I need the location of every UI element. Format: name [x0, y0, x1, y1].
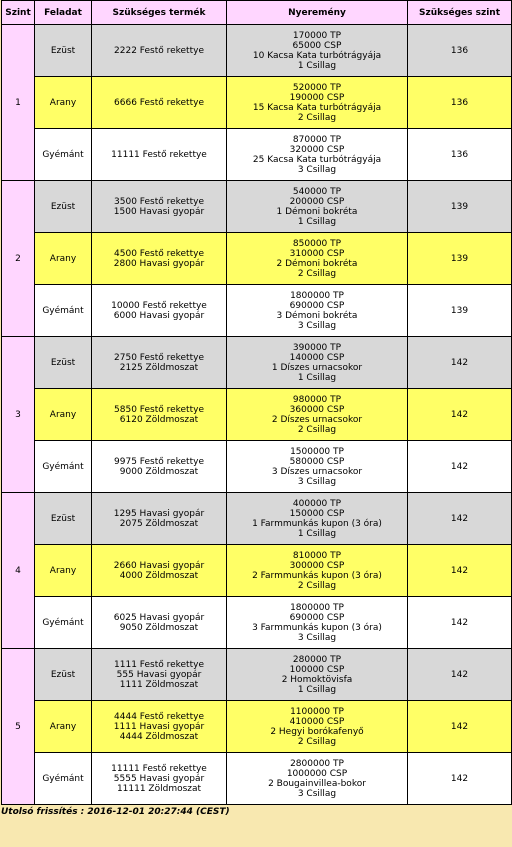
header-szint: Szint: [2, 1, 35, 25]
required-products-cell: [92, 337, 227, 389]
table-row: [2, 493, 512, 545]
reward-line: 65000 CSP: [292, 40, 342, 51]
required-products-cell: [92, 285, 227, 337]
required-product-line: 2222 Festő rekettye: [114, 45, 204, 56]
level-cell: 3: [2, 337, 35, 493]
required-level-cell: 136: [408, 25, 512, 77]
required-product-line: 3500 Festő rekettye: [114, 196, 204, 207]
reward-line: 3 Csillag: [297, 788, 337, 799]
reward-line: 3 Díszes urnacsokor: [271, 466, 363, 477]
reward-line: 1800000 TP: [290, 290, 344, 301]
required-products-cell: [92, 753, 227, 805]
reward-line: 810000 TP: [292, 550, 342, 561]
task-tier-cell: Arany: [35, 545, 92, 597]
reward-line: 3 Démoni bokréta: [276, 310, 358, 321]
reward-line: 2 Csillag: [297, 424, 337, 435]
reward-line: 200000 CSP: [289, 196, 345, 207]
rewards-cell: [227, 493, 408, 545]
required-product-line: 9050 Zöldmoszat: [119, 622, 199, 633]
reward-line: 1 Farmmunkás kupon (3 óra): [252, 518, 382, 529]
rewards-cell: [227, 181, 408, 233]
header-szukseges-termek: Szükséges termék: [92, 1, 227, 25]
required-product-line: 2800 Havasi gyopár: [113, 258, 205, 269]
task-tier-cell: Arany: [35, 233, 92, 285]
rewards-cell: [227, 389, 408, 441]
required-level-cell: 142: [408, 337, 512, 389]
required-product-line: 1111 Havasi gyopár: [113, 721, 205, 732]
reward-line: 15 Kacsa Kata turbótrágyája: [252, 102, 382, 113]
required-product-line: 555 Havasi gyopár: [116, 669, 202, 680]
required-level-cell: 142: [408, 701, 512, 753]
reward-line: 1 Csillag: [297, 216, 337, 227]
task-tier-cell: Gyémánt: [35, 285, 92, 337]
reward-line: 1 Díszes urnacsokor: [271, 362, 363, 373]
required-product-line: 1295 Havasi gyopár: [113, 508, 205, 519]
reward-line: 3 Csillag: [297, 164, 337, 175]
required-level-cell: 136: [408, 77, 512, 129]
table-row: [2, 441, 512, 493]
required-product-line: 4000 Zöldmoszat: [119, 570, 199, 581]
reward-line: 2 Csillag: [297, 736, 337, 747]
task-tier-cell: Ezüst: [35, 337, 92, 389]
required-products-cell: [92, 129, 227, 181]
table-row: [2, 233, 512, 285]
reward-line: 870000 TP: [292, 134, 342, 145]
task-tier-cell: Gyémánt: [35, 441, 92, 493]
required-product-line: 2075 Zöldmoszat: [119, 518, 199, 529]
required-products-cell: [92, 493, 227, 545]
reward-line: 1800000 TP: [290, 602, 344, 613]
header-feladat: Feladat: [35, 1, 92, 25]
table-row: [2, 649, 512, 701]
required-products-cell: [92, 649, 227, 701]
required-level-cell: 139: [408, 285, 512, 337]
reward-line: 520000 TP: [292, 82, 342, 93]
reward-line: 1 Csillag: [297, 684, 337, 695]
level-cell: 5: [2, 649, 35, 805]
required-product-line: 4444 Zöldmoszat: [119, 731, 199, 742]
last-updated: Utolsó frissítés : 2016-12-01 20:27:44 (CEST): [1, 807, 230, 817]
required-level-cell: 142: [408, 649, 512, 701]
reward-line: 360000 CSP: [289, 404, 345, 415]
reward-line: 150000 CSP: [289, 508, 345, 519]
required-level-cell: 142: [408, 753, 512, 805]
required-level-cell: 142: [408, 545, 512, 597]
required-product-line: 5850 Festő rekettye: [114, 404, 204, 415]
reward-line: 690000 CSP: [289, 612, 345, 623]
task-tier-cell: Gyémánt: [35, 129, 92, 181]
required-products-cell: [92, 597, 227, 649]
rewards-cell: [227, 129, 408, 181]
required-products-cell: [92, 181, 227, 233]
reward-line: 410000 CSP: [289, 716, 345, 727]
required-product-line: 2660 Havasi gyopár: [113, 560, 205, 571]
reward-line: 1 Csillag: [297, 528, 337, 539]
required-products-cell: [92, 701, 227, 753]
required-product-line: 11111 Festő rekettye: [111, 149, 207, 160]
reward-line: 690000 CSP: [289, 300, 345, 311]
reward-line: 540000 TP: [292, 186, 342, 197]
reward-line: 2 Csillag: [297, 268, 337, 279]
rewards-cell: [227, 233, 408, 285]
table-row: [2, 337, 512, 389]
required-product-line: 1500 Havasi gyopár: [113, 206, 205, 217]
required-products-cell: [92, 233, 227, 285]
rewards-cell: [227, 753, 408, 805]
task-tier-cell: Gyémánt: [35, 597, 92, 649]
reward-line: 2 Hegyi borókafenyő: [270, 726, 364, 737]
required-product-line: 10000 Festő rekettye: [111, 300, 207, 311]
reward-line: 320000 CSP: [289, 144, 345, 155]
table-row: [2, 753, 512, 805]
reward-line: 1 Démoni bokréta: [276, 206, 358, 217]
reward-line: 2 Farmmunkás kupon (3 óra): [252, 570, 382, 581]
reward-line: 1500000 TP: [290, 446, 344, 457]
reward-line: 10 Kacsa Kata turbótrágyája: [252, 50, 382, 61]
reward-line: 170000 TP: [292, 30, 342, 41]
task-tier-cell: Arany: [35, 77, 92, 129]
required-product-line: 6666 Festő rekettye: [114, 97, 204, 108]
required-product-line: 9000 Zöldmoszat: [119, 466, 199, 477]
table-row: [2, 129, 512, 181]
task-tier-cell: Arany: [35, 389, 92, 441]
reward-line: 140000 CSP: [289, 352, 345, 363]
reward-line: 280000 TP: [292, 654, 342, 665]
reward-line: 190000 CSP: [289, 92, 345, 103]
required-product-line: 1111 Zöldmoszat: [119, 679, 199, 690]
required-products-cell: [92, 25, 227, 77]
reward-line: 3 Csillag: [297, 476, 337, 487]
required-level-cell: 142: [408, 441, 512, 493]
header-row: [2, 1, 512, 25]
table-body: [2, 25, 512, 805]
reward-line: 2 Díszes urnacsokor: [271, 414, 363, 425]
reward-line: 2 Homoktövisfa: [281, 674, 353, 685]
rewards-cell: [227, 285, 408, 337]
required-level-cell: 142: [408, 597, 512, 649]
required-product-line: 11111 Zöldmoszat: [116, 783, 202, 794]
reward-line: 400000 TP: [292, 498, 342, 509]
rewards-cell: [227, 545, 408, 597]
task-tier-cell: Ezüst: [35, 649, 92, 701]
reward-line: 300000 CSP: [289, 560, 345, 571]
rewards-table: [1, 0, 512, 805]
required-product-line: 6000 Havasi gyopár: [113, 310, 205, 321]
table-row: [2, 181, 512, 233]
required-level-cell: 142: [408, 493, 512, 545]
rewards-cell: [227, 649, 408, 701]
required-product-line: 4500 Festő rekettye: [114, 248, 204, 259]
reward-line: 310000 CSP: [289, 248, 345, 259]
level-cell: 2: [2, 181, 35, 337]
rewards-cell: [227, 337, 408, 389]
reward-line: 100000 CSP: [289, 664, 345, 675]
reward-line: 2 Csillag: [297, 112, 337, 123]
level-cell: 4: [2, 493, 35, 649]
required-products-cell: [92, 389, 227, 441]
reward-line: 3 Farmmunkás kupon (3 óra): [252, 622, 382, 633]
rewards-cell: [227, 25, 408, 77]
task-tier-cell: Arany: [35, 701, 92, 753]
task-tier-cell: Ezüst: [35, 493, 92, 545]
level-cell: 1: [2, 25, 35, 181]
required-product-line: 6120 Zöldmoszat: [119, 414, 199, 425]
required-level-cell: 142: [408, 389, 512, 441]
table-row: [2, 25, 512, 77]
rewards-cell: [227, 441, 408, 493]
header-szukseges-szint: Szükséges szint: [408, 1, 512, 25]
reward-line: 3 Csillag: [297, 632, 337, 643]
required-products-cell: [92, 441, 227, 493]
required-product-line: 2125 Zöldmoszat: [119, 362, 199, 373]
reward-line: 1 Csillag: [297, 372, 337, 383]
required-product-line: 11111 Festő rekettye: [111, 763, 207, 774]
table-row: [2, 701, 512, 753]
reward-line: 2800000 TP: [290, 758, 344, 769]
reward-line: 1100000 TP: [290, 706, 344, 717]
table-row: [2, 389, 512, 441]
reward-line: 1000000 CSP: [286, 768, 348, 779]
table-row: [2, 285, 512, 337]
required-product-line: 9975 Festő rekettye: [114, 456, 204, 467]
required-level-cell: 136: [408, 129, 512, 181]
reward-line: 580000 CSP: [289, 456, 345, 467]
reward-line: 2 Csillag: [297, 580, 337, 591]
header-nyeremeny: Nyeremény: [227, 1, 408, 25]
required-product-line: 1111 Festő rekettye: [114, 659, 204, 670]
task-tier-cell: Ezüst: [35, 181, 92, 233]
rewards-cell: [227, 77, 408, 129]
reward-line: 2 Démoni bokréta: [276, 258, 358, 269]
rewards-cell: [227, 597, 408, 649]
required-product-line: 2750 Festő rekettye: [114, 352, 204, 363]
required-product-line: 5555 Havasi gyopár: [113, 773, 205, 784]
reward-line: 390000 TP: [292, 342, 342, 353]
task-tier-cell: Gyémánt: [35, 753, 92, 805]
reward-line: 850000 TP: [292, 238, 342, 249]
table-row: [2, 77, 512, 129]
required-product-line: 4444 Festő rekettye: [114, 711, 204, 722]
required-product-line: 6025 Havasi gyopár: [113, 612, 205, 623]
task-tier-cell: Ezüst: [35, 25, 92, 77]
reward-line: 1 Csillag: [297, 60, 337, 71]
required-products-cell: [92, 77, 227, 129]
reward-line: 25 Kacsa Kata turbótrágyája: [252, 154, 382, 165]
table-row: [2, 597, 512, 649]
required-level-cell: 139: [408, 233, 512, 285]
required-level-cell: 139: [408, 181, 512, 233]
reward-line: 980000 TP: [292, 394, 342, 405]
required-products-cell: [92, 545, 227, 597]
reward-line: 2 Bougainvillea-bokor: [268, 778, 366, 789]
rewards-cell: [227, 701, 408, 753]
reward-line: 3 Csillag: [297, 320, 337, 331]
table-row: [2, 545, 512, 597]
